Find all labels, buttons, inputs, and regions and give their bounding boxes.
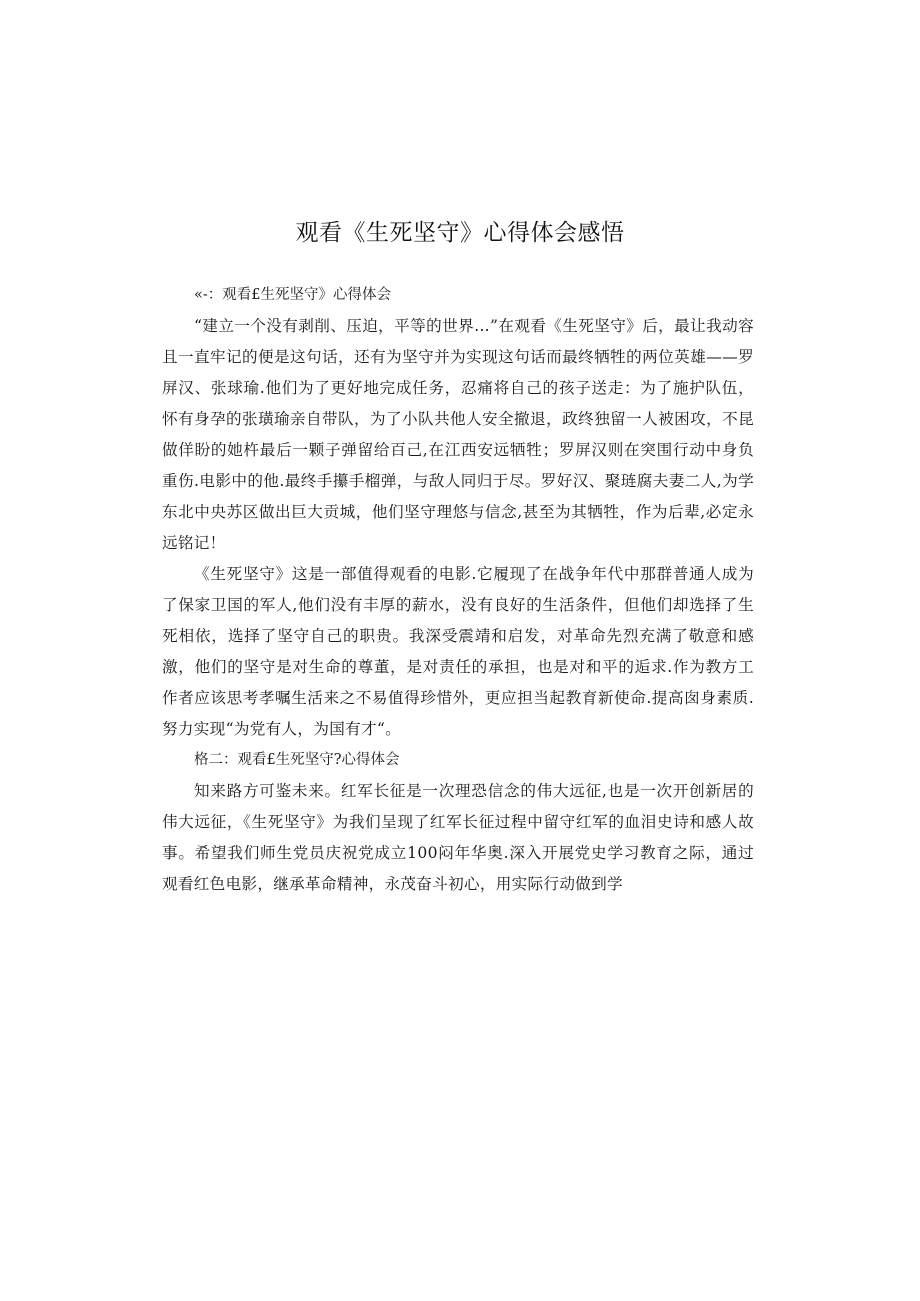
- paragraph: 《生死坚守》这是一部值得观看的电影.它履现了在战争年代中那群普通人成为了保家卫国的军人,他们没有丰厚的薪水，没有良好的生活条件，但他们却选择了生死相依，选择了坚守自己的职贵。我深受震靖和启发，对革命先烈充满了敬意和感激，他们的坚守是对生命的尊董，是对责任的承担，也是对和平的逅求.作为教方工作者应该思考孝嘱生活来之不易值得珍惜外，更应担当起教育新使命.提高囱身素质.努力实现“为党有人，为国有才“。: [162, 565, 754, 738]
- document-body: [162, 280, 754, 900]
- section-heading-1: «-：观看£生死坚守》心得体会: [194, 287, 391, 303]
- paragraph: 知来路方可鉴未来。红军长征是一次理恐信念的伟大远征,也是一次开创新居的伟大远征，《生死坚守》为我们呈现了红军长征过程中留守红军的血泪史诗和感人故事。希望我们师生党员庆祝党成立100闷年华奥.深入开展党史学习教育之际，通过观看红色电影，继承革命精神，永茂奋斗初心，用实际行动做到学: [162, 782, 754, 893]
- section-heading-2: 格二：观看£生死坚守?心得体会: [194, 752, 400, 768]
- document-title: 观看《生死坚守》心得体会感悟: [295, 220, 625, 246]
- paragraph: “建立一个没有剥削、压迫，平等的世界…”在观看《生死坚守》后，最让我动容且一直牢记的便是这句话，还有为坚守并为实现这句话而最终牺牲的两位英雄——罗屏汉、张球瑜.他们为了更好地完成任务，忍痛将自己的孩子送走：为了施护队伍，怀有身孕的张璜瑜亲自带队，为了小队共他人安全撤退，政终独留一人被困攻，不昆做佯盼的她杵最后一颗子弹留给百己,在江西安远牺牲；罗屏汉则在突围行动中身负重伤.电影中的他.最终手攥手榴弹，与敌人同归于尽。罗好汉、聚琏腐夫妻二人,为学东北中央苏区做出巨大贡城，他们坚守理悠与信念,甚至为其牺牲，作为后辈,必定永远铭记！: [162, 317, 754, 552]
